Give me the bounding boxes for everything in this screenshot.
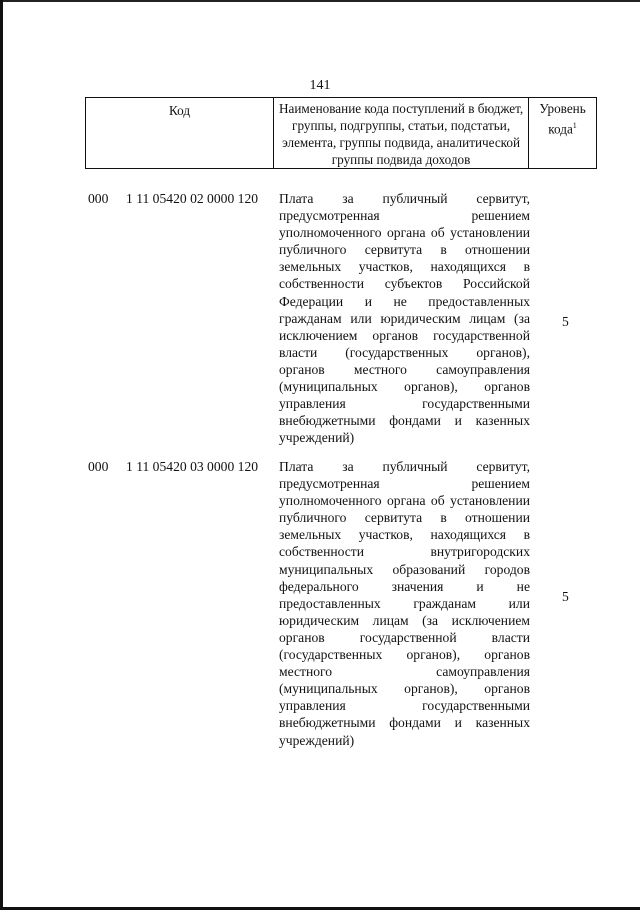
code-level: 5: [562, 589, 569, 604]
admin-code: 000: [88, 191, 109, 206]
revenue-name: Плата за публичный сервитут, предусмотренная решением уполномоченного органа об установлении публичного сервитута в отношении земельных участков, находящихся в собственности внутригородских муниципальных образований городов федерального значения и не предоставленных гражданам или юридическим лицам (за исключением органов государственной власти (государственных органов), органов местного самоуправления (муниципальных органов), органов управления государственными внебюджетными фондами и казенных учреждений): [279, 459, 530, 748]
header-level: Уровень кода$^1$: [529, 98, 597, 169]
header-name: Наименование кода поступлений в бюджет, группы, подгруппы, статьи, подстатьи, элемента, группы подвида, аналитической группы подвида доходов: [274, 98, 529, 169]
revenue-code: 1 11 05420 03 0000 120: [126, 459, 259, 474]
scan-edge-left: [0, 0, 3, 910]
scan-edge-top: [0, 0, 640, 2]
header-code: Код: [86, 98, 274, 169]
page-number: 141: [309, 78, 331, 93]
header-row: [86, 98, 597, 169]
admin-code: 000: [88, 459, 109, 474]
header-table: [85, 97, 597, 169]
footnote-mark: 1: [572, 121, 577, 130]
revenue-code: 1 11 05420 02 0000 120: [126, 191, 259, 206]
revenue-name: Плата за публичный сервитут, предусмотренная решением уполномоченного органа об установлении публичного сервитута в отношении земельных участков, находящихся в собственности субъектов Российской Федерации и не предоставленных гражданам или юридическим лицам (за исключением органов государственной власти (государственных органов), органов местного самоуправления (муниципальных органов), органов управления государственными внебюджетными фондами и казенных учреждений): [279, 191, 530, 446]
code-level: 5: [562, 314, 569, 329]
